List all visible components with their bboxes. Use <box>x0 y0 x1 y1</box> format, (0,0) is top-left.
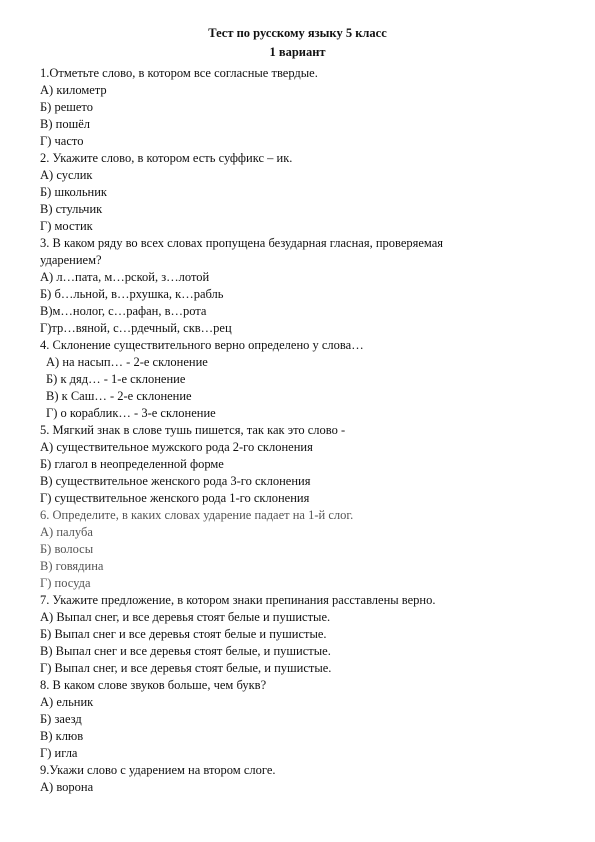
question-9-option-a: А) ворона <box>40 780 94 794</box>
question-5-option-c: В) существительное женского рода 3-го склонения <box>40 474 311 488</box>
question-2-option-d: Г) мостик <box>40 219 93 233</box>
question-1-text: 1.Отметьте слово, в котором все согласные твердые. <box>40 66 318 80</box>
question-1-option-a: А) километр <box>40 83 107 97</box>
variant-label: 1 вариант <box>269 45 326 59</box>
question-3-option-d: Г)тр…вяной, с…рдечный, скв…рец <box>40 321 232 335</box>
question-2-option-a: А) суслик <box>40 168 93 182</box>
question-3-option-b: Б) б…льной, в…рхушка, к…рабль <box>40 287 224 301</box>
question-5-option-d: Г) существительное женского рода 1-го склонения <box>40 491 310 505</box>
question-3-option-a: А) л…пата, м…рской, з…лотой <box>40 270 210 284</box>
question-2-option-b: Б) школьник <box>40 185 108 199</box>
question-7-option-a: А) Выпал снег, и все деревья стоят белые и пушистые. <box>40 610 331 624</box>
question-3-text-continued: ударением? <box>40 253 102 267</box>
question-4-text: 4. Склонение существительного верно определено у слова… <box>40 338 364 352</box>
question-4-option-b: Б) к дяд… - 1-е склонение <box>46 372 186 386</box>
question-8-text: 8. В каком слове звуков больше, чем букв? <box>40 678 267 692</box>
question-5-text: 5. Мягкий знак в слове тушь пишется, так как это слово - <box>40 423 346 437</box>
question-4-option-c: В) к Саш… - 2-е склонение <box>46 389 192 403</box>
question-8-option-b: Б) заезд <box>40 712 82 726</box>
question-4-option-a: А) на насып… - 2-е склонение <box>46 355 208 369</box>
question-1-option-c: В) пошёл <box>40 117 90 131</box>
question-6-text: 6. Определите, в каких словах ударение падает на 1-й слог. <box>40 508 354 522</box>
question-2-option-c: В) стульчик <box>40 202 103 216</box>
question-7-text: 7. Укажите предложение, в котором знаки препинания расставлены верно. <box>40 593 436 607</box>
question-6-option-b: Б) волосы <box>40 542 94 556</box>
question-6-option-c: В) говядина <box>40 559 104 573</box>
question-1-option-d: Г) часто <box>40 134 84 148</box>
question-3-text: 3. В каком ряду во всех словах пропущена безударная гласная, проверяемая <box>40 236 444 250</box>
question-7-option-d: Г) Выпал снег, и все деревья стоят белые, и пушистые. <box>40 661 332 675</box>
question-7-option-c: В) Выпал снег и все деревья стоят белые, и пушистые. <box>40 644 331 658</box>
question-6-option-d: Г) посуда <box>40 576 91 590</box>
question-8-option-d: Г) игла <box>40 746 78 760</box>
question-8-option-a: А) ельник <box>40 695 94 709</box>
page-title: Тест по русскому языку 5 класс <box>208 26 387 40</box>
question-8-option-c: В) клюв <box>40 729 84 743</box>
question-9-text: 9.Укажи слово с ударением на втором слоге. <box>40 763 276 777</box>
question-5-option-a: А) существительное мужского рода 2-го склонения <box>40 440 313 454</box>
question-3-option-c: В)м…нолог, с…рафан, в…рота <box>40 304 207 318</box>
question-5-option-b: Б) глагол в неопределенной форме <box>40 457 224 471</box>
question-1-option-b: Б) решето <box>40 100 93 114</box>
question-2-text: 2. Укажите слово, в котором есть суффикс – ик. <box>40 151 293 165</box>
question-4-option-d: Г) о кораблик… - 3-е склонение <box>46 406 216 420</box>
question-7-option-b: Б) Выпал снег и все деревья стоят белые и пушистые. <box>40 627 327 641</box>
question-6-option-a: А) палуба <box>40 525 93 539</box>
